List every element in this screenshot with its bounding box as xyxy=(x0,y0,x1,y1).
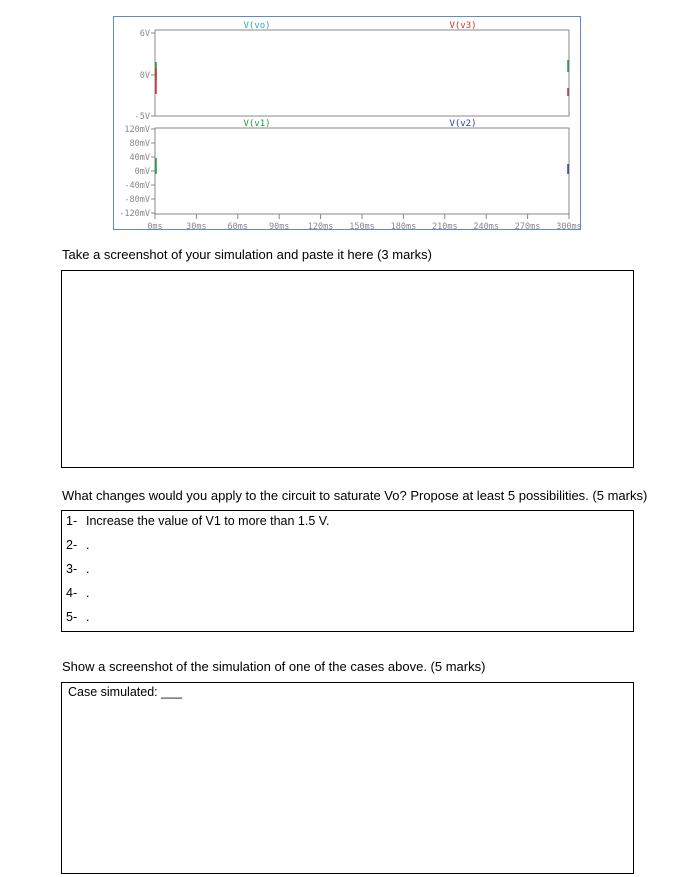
answer-1-text: Increase the value of V1 to more than 1.5 V. xyxy=(86,514,330,528)
answers-box[interactable] xyxy=(61,510,634,632)
bottom-pane-border xyxy=(155,128,569,214)
x-tick-label: 270ms xyxy=(514,222,541,232)
answer-2-number: 2- xyxy=(66,538,78,552)
answer-4-number: 4- xyxy=(66,586,78,600)
y-tick-label: 40mV xyxy=(129,153,150,163)
x-tick-label: 150ms xyxy=(349,222,375,232)
answer-5[interactable] xyxy=(66,610,89,624)
x-tick-label: 300ms xyxy=(556,222,582,232)
top-pane-border xyxy=(155,30,569,116)
y-tick-label: -5V xyxy=(134,112,150,122)
answer-1-number: 1- xyxy=(66,514,78,528)
y-tick-label: -120mV xyxy=(119,209,150,219)
answer-3-text: . xyxy=(86,562,90,576)
question-1-text: Take a screenshot of your simulation and paste it here (3 marks) xyxy=(62,247,432,262)
y-tick-label: -80mV xyxy=(124,195,150,205)
y-tick-label: 0mV xyxy=(134,167,150,177)
question-3-text: Show a screenshot of the simulation of one of the cases above. (5 marks) xyxy=(62,659,486,674)
answer-3[interactable] xyxy=(66,562,89,576)
case-simulated-label[interactable]: Case simulated: ___ xyxy=(68,685,182,699)
y-tick-label: 80mV xyxy=(129,139,150,149)
question-2-text: What changes would you apply to the circuit to saturate Vo? Propose at least 5 possibilities. (5 marks) xyxy=(62,488,648,503)
x-tick-label: 90ms xyxy=(268,222,290,232)
x-tick-label: 210ms xyxy=(432,222,458,232)
trace-label-top: V(vo) xyxy=(243,21,271,31)
answer-4[interactable] xyxy=(66,586,89,600)
x-tick-label: 30ms xyxy=(186,222,207,232)
x-tick-label: 180ms xyxy=(390,222,417,232)
trace-label-top: V(v3) xyxy=(449,21,477,31)
y-tick-label: 6V xyxy=(139,29,150,39)
x-tick-label: 60ms xyxy=(227,222,249,232)
answer-4-text: . xyxy=(86,586,90,600)
y-tick-label: 0V xyxy=(139,71,150,81)
answer-2[interactable] xyxy=(66,538,89,552)
trace-label-bottom: V(v2) xyxy=(449,119,477,129)
trace-label-bottom: V(v1) xyxy=(243,119,271,129)
y-tick-label: 120mV xyxy=(124,125,150,135)
answer-1[interactable] xyxy=(66,514,329,528)
x-tick-label: 120ms xyxy=(307,222,334,232)
answer-2-text: . xyxy=(86,538,90,552)
y-tick-label: -40mV xyxy=(124,181,150,191)
simulation-plot xyxy=(0,0,693,240)
screenshot-paste-box[interactable] xyxy=(61,270,634,468)
answer-3-number: 3- xyxy=(66,562,78,576)
answer-5-text: . xyxy=(86,610,90,624)
x-tick-label: 240ms xyxy=(473,222,499,232)
case-screenshot-box[interactable] xyxy=(61,682,634,874)
x-tick-label: 0ms xyxy=(147,222,163,232)
answer-5-number: 5- xyxy=(66,610,78,624)
